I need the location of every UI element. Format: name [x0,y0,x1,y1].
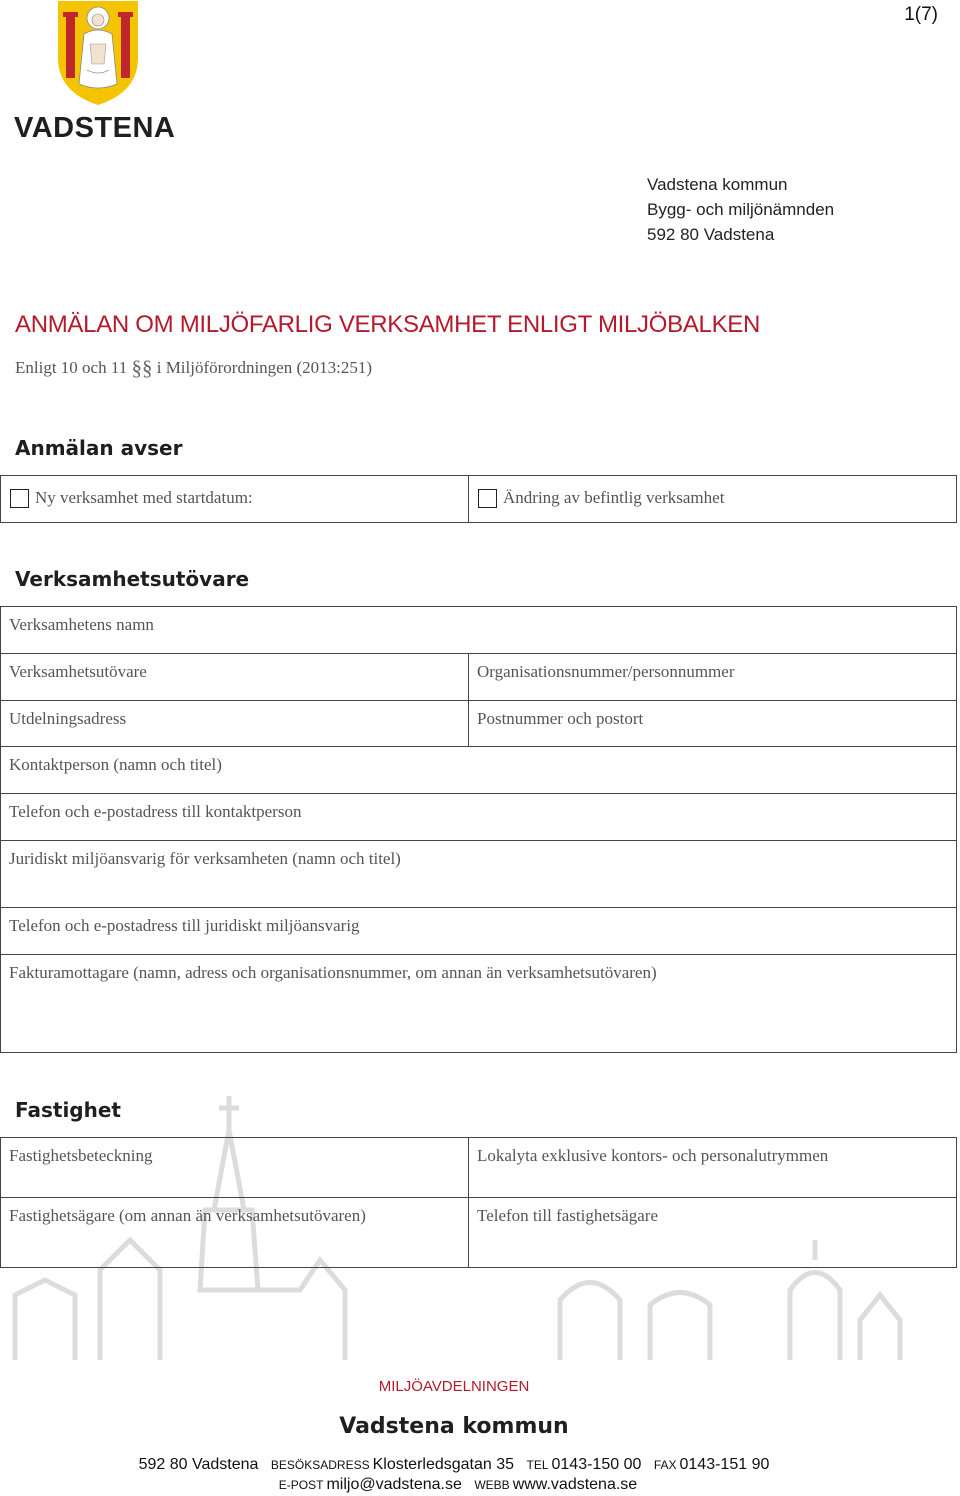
subtitle-prefix: Enligt 10 och 11 [15,358,128,377]
footer-fax: 0143-151 90 [679,1456,770,1473]
footer-contact-line [0,1456,908,1474]
change-business-field[interactable] [468,475,957,523]
field-label: Verksamhetsutövare [9,662,147,681]
field-label: Lokalyta exklusive kontors- och personalutrymmen [477,1146,829,1165]
legal-phone-email-field[interactable] [0,907,957,955]
field-label: Juridiskt miljöansvarig för verksamheten (namn och titel) [9,849,401,868]
field-label: Utdelningsadress [9,709,127,728]
footer-fax-label: FAX [653,1458,677,1472]
contact-person-field[interactable] [0,746,957,794]
field-label: Fastighetsägare (om annan än verksamhetsutövaren) [9,1206,366,1225]
checkbox-new-business[interactable] [10,489,29,508]
recipient-line: Vadstena kommun [647,175,788,194]
document-subtitle [15,356,372,381]
footer-visit-address: Klosterledsgatan 35 [372,1456,515,1473]
postal-address-field[interactable] [0,700,469,747]
footer-email-label: E-POST [278,1478,324,1492]
floor-area-field[interactable] [468,1137,957,1198]
property-owner-field[interactable] [0,1197,469,1268]
footer-website-link[interactable]: www.vadstena.se [512,1476,638,1493]
paragraph-sign-icon: §§ [131,356,153,380]
footer-department: MILJÖAVDELNINGEN [378,1378,530,1395]
property-designation-field[interactable] [0,1137,469,1198]
property-owner-phone-field[interactable] [468,1197,957,1268]
field-label: Kontaktperson (namn och titel) [9,755,222,774]
operator-field[interactable] [0,653,469,701]
recipient-line: 592 80 Vadstena [647,225,775,244]
field-label: Verksamhetens namn [9,615,154,634]
footer-visit-label: BESÖKSADRESS [270,1458,370,1472]
subtitle-suffix: i Miljöförordningen (2013:251) [156,358,373,377]
footer-web-label: WEBB [474,1478,510,1492]
org-number-field[interactable] [468,653,957,701]
document-title: ANMÄLAN OM MILJÖFARLIG VERKSAMHET ENLIGT MILJÖBALKEN [15,311,761,338]
recipient-line: Bygg- och miljönämnden [647,200,835,219]
new-business-field[interactable] [0,475,469,523]
section-heading-operator: Verksamhetsutövare [15,567,250,591]
footer-tel-label: TEL [526,1458,549,1472]
recipient-address [647,172,834,247]
business-name-field[interactable] [0,606,957,654]
footer-postal: 592 80 Vadstena [138,1456,259,1473]
contact-phone-email-field[interactable] [0,793,957,841]
postal-code-field[interactable] [468,700,957,747]
footer-email-link[interactable]: miljo@vadstena.se [326,1476,462,1493]
field-label: Fakturamottagare (namn, adress och organisationsnummer, om annan än verksamhetsutövaren) [9,963,657,982]
field-label: Telefon och e-postadress till kontaktperson [9,802,302,821]
checkbox-change-business[interactable] [478,489,497,508]
footer-tel: 0143-150 00 [551,1456,642,1473]
logo-wordmark: VADSTENA [14,112,176,144]
footer-organization-name: Vadstena kommun [339,1414,569,1439]
field-label: Postnummer och postort [477,709,644,728]
section-heading-anmalan: Anmälan avser [15,436,183,460]
field-label: Telefon till fastighetsägare [477,1206,659,1225]
legal-responsible-field[interactable] [0,840,957,908]
invoice-recipient-field[interactable] [0,954,957,1053]
field-label: Telefon och e-postadress till juridiskt miljöansvarig [9,916,360,935]
change-business-label: Ändring av befintlig verksamhet [503,488,725,507]
new-business-label: Ny verksamhet med startdatum: [35,488,253,507]
field-label: Organisationsnummer/personnummer [477,662,735,681]
section-heading-property: Fastighet [15,1098,121,1122]
vadstena-coat-of-arms-logo [57,0,139,106]
field-label: Fastighetsbeteckning [9,1146,153,1165]
footer-web-line [0,1476,908,1494]
page-number: 1(7) [904,4,938,25]
